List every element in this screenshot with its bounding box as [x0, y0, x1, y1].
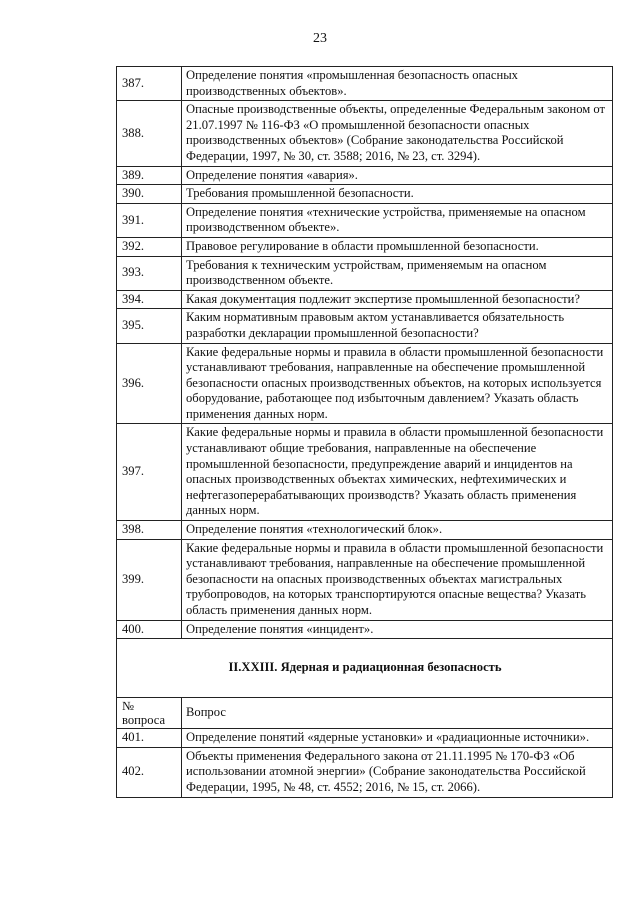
page-number: 23: [313, 31, 327, 46]
header-question: Вопрос: [182, 698, 613, 729]
header-number: № вопроса: [117, 698, 182, 729]
question-text: Какая документация подлежит экспертизе промышленной безопасности?: [182, 290, 613, 309]
question-row: [117, 620, 613, 639]
question-row: [117, 166, 613, 185]
question-row: [117, 729, 613, 748]
question-number: 401.: [117, 729, 182, 748]
question-row: [117, 424, 613, 521]
question-number: 393.: [117, 256, 182, 290]
question-text: Определение понятия «авария».: [182, 166, 613, 185]
question-text: Определение понятия «промышленная безопасность опасных производственных объектов».: [182, 67, 613, 101]
questions-bottom: [117, 729, 613, 797]
question-number: 396.: [117, 343, 182, 424]
question-row: [117, 747, 613, 797]
question-text: Каким нормативным правовым актом устанавливается обязательность разработки декларации промышленной безопасности?: [182, 309, 613, 343]
question-text: Какие федеральные нормы и правила в области промышленной безопасности устанавливают требования, направленные на обеспечение промышленной безопасности на опасных производственных объектах магистральных трубопроводов, на которых транспортируются опасные вещества? Указать область применения данных норм.: [182, 539, 613, 620]
question-text: Объекты применения Федерального закона от 21.11.1995 № 170-ФЗ «Об использовании атомной энергии» (Собрание законодательства Российской Федерации, 1995, № 48, ст. 4552; 2016, № 15, ст. 2066).: [182, 747, 613, 797]
question-text: Какие федеральные нормы и правила в области промышленной безопасности устанавливают требования, направленные на обеспечение промышленной безопасности опасных производственных объектов, на которых используется оборудование, работающее под избыточным давлением? Указать область применения данных норм.: [182, 343, 613, 424]
section-title: II.XXIII. Ядерная и радиационная безопасность: [117, 639, 613, 698]
question-text: Какие федеральные нормы и правила в области промышленной безопасности устанавливают общие требования, направленные на обеспечение промышленной безопасности, предупреждение аварий и инцидентов на опасных производственных объектах химических, нефтехимических и нефтегазоперерабатывающих производств? Указать область применения данных норм.: [182, 424, 613, 521]
question-number: 388.: [117, 101, 182, 166]
question-text: Требования промышленной безопасности.: [182, 185, 613, 204]
question-text: Определение понятия «инцидент».: [182, 620, 613, 639]
questions-table: [116, 66, 613, 798]
question-number: 394.: [117, 290, 182, 309]
question-number: 390.: [117, 185, 182, 204]
question-number: 398.: [117, 521, 182, 540]
question-row: [117, 309, 613, 343]
question-number: 402.: [117, 747, 182, 797]
question-text: Определение понятия «технологический блок».: [182, 521, 613, 540]
question-number: 391.: [117, 203, 182, 237]
question-row: [117, 290, 613, 309]
question-row: [117, 521, 613, 540]
section-block: [117, 639, 613, 729]
question-number: 392.: [117, 237, 182, 256]
question-number: 399.: [117, 539, 182, 620]
section-row: [117, 639, 613, 698]
question-text: Опасные производственные объекты, определенные Федеральным законом от 21.07.1997 № 116-ФЗ «О промышленной безопасности опасных производственных объектов» (Собрание законодательства Российской Федерации, 1997, № 30, ст. 3588; 2016, № 23, ст. 3294).: [182, 101, 613, 166]
question-text: Требования к техническим устройствам, применяемым на опасном производственном объекте.: [182, 256, 613, 290]
question-row: [117, 343, 613, 424]
question-row: [117, 67, 613, 101]
question-number: 395.: [117, 309, 182, 343]
question-row: [117, 101, 613, 166]
question-row: [117, 185, 613, 204]
question-row: [117, 237, 613, 256]
question-number: 387.: [117, 67, 182, 101]
question-row: [117, 256, 613, 290]
question-number: 400.: [117, 620, 182, 639]
question-row: [117, 539, 613, 620]
questions-top: [117, 67, 613, 639]
question-row: [117, 203, 613, 237]
table-header-row: [117, 698, 613, 729]
question-number: 389.: [117, 166, 182, 185]
question-text: Правовое регулирование в области промышленной безопасности.: [182, 237, 613, 256]
question-text: Определение понятий «ядерные установки» и «радиационные источники».: [182, 729, 613, 748]
question-number: 397.: [117, 424, 182, 521]
question-text: Определение понятия «технические устройства, применяемые на опасном производственном объекте».: [182, 203, 613, 237]
